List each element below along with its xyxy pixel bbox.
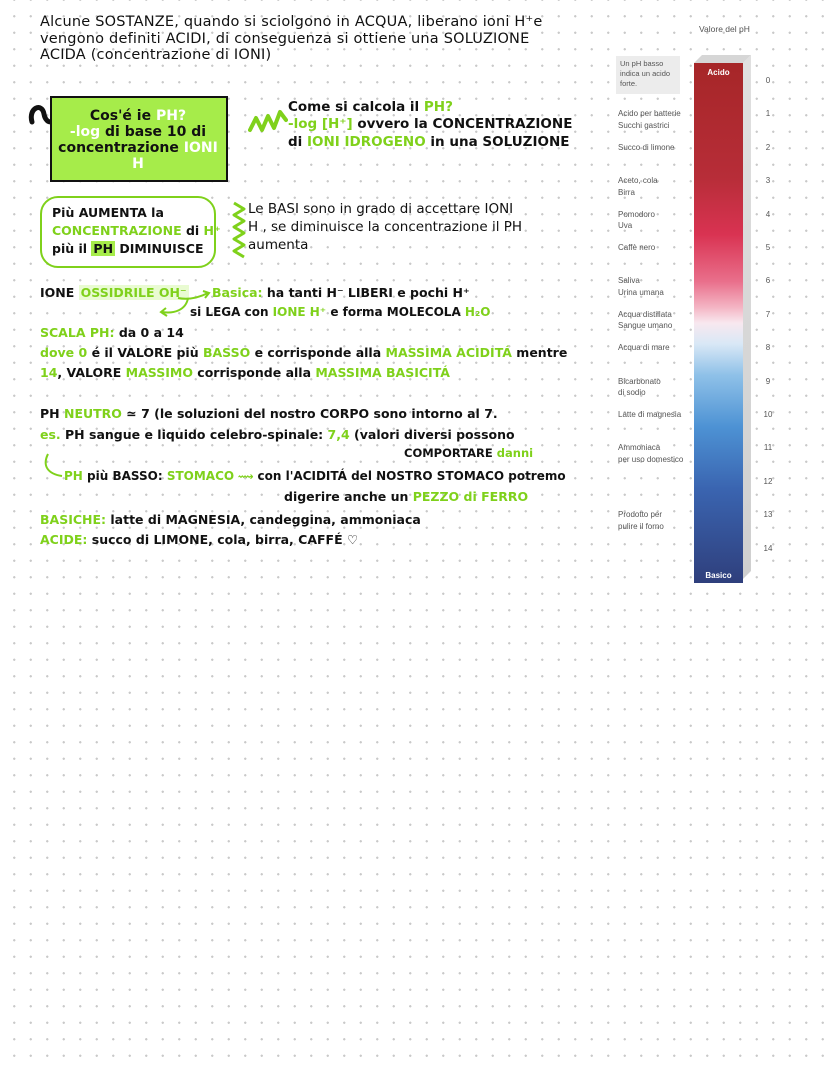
squiggle-icon [231,200,247,260]
basiche-label: BASICHE: [40,512,107,527]
ph-tick-2: 2 [765,142,771,152]
ph-bar-side [743,55,751,579]
ph-item-2: Succo di limone [618,142,675,152]
es-rest: PH sangue e liquido celebro-spinale: [60,427,328,442]
dove-zero: dove 0 [40,345,88,360]
ph-tick-13: 13 [763,510,773,520]
ph-question [50,108,226,124]
ph-tick-7: 7 [765,309,771,319]
neutro-prefix: PH [40,406,64,421]
neutro-line [40,407,498,421]
basi-text [248,201,522,254]
ferro-line [284,490,528,504]
dove-rest3: mentre [511,345,568,360]
ph-tick-12: 12 [763,476,773,486]
ph-item-5: Caffè nero [618,243,656,252]
ph-tick-6: 6 [765,276,771,286]
scala-line [40,326,184,340]
ph-chart [600,0,828,600]
ph-tick-4: 4 [765,209,771,219]
calc-line-1 [288,99,572,116]
calc-line3-rest: in una SOLUZIONE [425,133,570,150]
ph-tick-10: 10 [763,410,773,419]
dove-basso: BASSO [202,345,251,360]
ph-line3-rest: concentrazione [58,140,184,157]
ph-bar-label-bottom: Basico [705,571,732,580]
comportare-line [404,447,533,460]
ph-tick-14: 14 [763,543,773,553]
acide-text: succo di LIMONE, cola, birra, CAFFÉ ♡ [87,532,359,547]
cloud-line3-prefix: più il [52,240,92,256]
ph-item-3: Aceto, cola Birra [618,176,658,197]
ph-question-prefix: Cos'é ie [89,108,156,124]
cloud-ph: PH [93,240,114,256]
dove-massima: MASSIMA ACIDITÁ [385,345,512,360]
calc-line3-prefix: di [288,133,307,150]
calc-log: -log [H⁺] [288,116,353,133]
calc-line2-rest: ovvero la CONCENTRAZIONE [352,116,573,133]
bracket-curve-icon [42,452,66,482]
max-rest2: corrisponde alla [192,365,316,380]
intro-line-3: ACIDA (concentrazione di IONI) [40,47,272,64]
ph-bar-label-top: Acido [707,68,730,77]
basica-line [212,286,470,300]
ph-item-10: Latte di magnesia [618,410,682,419]
ph-item-13: Prodotto per pulire il forno [618,510,664,531]
intro-text [40,14,543,64]
es-value: 7,4 [327,427,350,442]
lega-line [190,306,490,320]
ph-item-4: Pomodoro Uva [618,209,655,231]
cloud-line-2 [52,222,221,240]
calc-text [288,99,572,151]
cloud-h: H⁺ [203,222,221,238]
basica-text: ha tanti H⁻ LIBERI e pochi H⁺ [262,285,470,300]
ph-item-8: Acqua di mare [618,343,670,353]
cloud-line2-rest: di [181,222,204,238]
zigzag-icon [248,106,288,136]
basi-line-1: Le BASI sono in grado di accettare IONI [248,201,514,217]
dove-line [40,346,567,360]
max-massimo: MASSIMO [125,365,193,380]
arrow-curve-icon [156,296,192,318]
neutro-rest: ≃ 7 (le soluzioni del nostro CORPO sono intorno al 7. [121,406,498,421]
calc-line1-ph: PH? [423,99,453,115]
lega-h2o: H₂O [464,305,491,319]
stomaco-label: STOMACO [166,469,235,483]
ph-line2-rest: di base 10 di [100,124,207,141]
lega-prefix: si LEGA con [190,305,273,319]
ph-bar-top [694,55,751,63]
stomaco-prefix: PH [64,469,83,483]
ph-tick-11: 11 [763,443,773,453]
lega-rest: e forma MOLECOLA [326,305,465,319]
chart-title: Valore del pH [699,24,750,34]
lega-ione: IONE H⁺ [272,305,327,319]
basi-line-3: aumenta [248,236,309,253]
dove-rest: é il VALORE più [87,345,203,360]
ph-item-6: Saliva Urina umana [618,276,664,297]
chart-note: Un pH basso indica un acido forte. [620,59,671,89]
calc-line-3 [288,134,572,151]
intro-line-1: Alcune SOSTANZE, quando si sciolgono in ACQUA, liberano ioni H⁺e [40,14,543,30]
ph-bar [694,63,743,583]
ph-tick-9: 9 [765,376,771,386]
ph-item-9: Bicarbonato di sodio [618,376,661,398]
max-14: 14 [40,365,58,380]
stomaco-rest2: con l'ACIDITÁ del NOSTRO STOMACO potremo [257,469,566,483]
max-basicita: MASSIMA BASICITÁ [315,365,450,380]
dove-rest2: e corrisponde alla [250,345,386,360]
es-line [40,428,515,442]
ione-ossidrile: OSSIDRILE OH⁻ [80,285,187,300]
cloud-line-3 [52,240,221,258]
ione-prefix: IONE [40,285,79,300]
ph-item-1: Acido per batterie Succhi gastrici [618,109,681,130]
ph-tick-3: 3 [765,176,771,186]
comportare-text: COMPORTARE [404,446,497,460]
basiche-text: latte di MAGNESIA, candeggina, ammoniaca [106,512,421,527]
cloud-concentrazione: CONCENTRAZIONE [52,222,182,238]
ph-ioni: IONI H [132,140,218,173]
calc-ioni: IONI IDROGENO [307,133,426,150]
max-rest: , VALORE [57,365,126,380]
ferro-prefix: digerire anche un [284,489,413,504]
ph-question-ph: PH? [155,108,187,124]
es-rest2: (valori diversi possono [349,427,515,442]
ferro-label: PEZZO di FERRO [412,489,529,504]
ph-definition-text [50,108,226,172]
acide-line [40,533,358,547]
stomaco-arrow-icon: ⟿ [234,470,258,483]
cloud-text [52,204,221,257]
stomaco-rest: più BASSO: [82,469,167,483]
neutro-label: NEUTRO [63,406,122,421]
ph-log: -log [69,124,101,141]
scala-label: SCALA PH: [40,325,115,340]
ph-tick-0: 0 [765,76,771,85]
ph-tick-5: 5 [765,243,771,252]
stomaco-line [64,470,566,484]
scala-text: da 0 a 14 [114,325,184,340]
max-line [40,366,450,380]
acide-label: ACIDE: [40,532,88,547]
cloud-line3-rest: DIMINUISCE [115,240,204,256]
intro-line-2: vengono definiti ACIDI, di conseguenza si ottiene una SOLUZIONE [40,30,530,47]
ph-item-7: Acqua distillata Sangue umano [618,309,673,331]
es-label: es. [40,427,61,442]
ph-tick-1: 1 [765,109,771,119]
basiche-line [40,513,421,527]
calc-line1-prefix: Come si calcola il [288,99,424,115]
ph-line-3 [50,140,226,172]
ph-line-2 [50,124,226,140]
ph-tick-8: 8 [765,343,771,353]
calc-line-2 [288,116,572,133]
ph-item-11: Ammoniaca per uso domestico [618,443,684,464]
cloud-line-1: Più AUMENTA la [52,205,164,220]
basica-label: Basica: [212,285,263,300]
danni-text: danni [496,446,534,460]
basi-line-2: H , se diminuisce la concentrazione il PH [248,218,523,235]
